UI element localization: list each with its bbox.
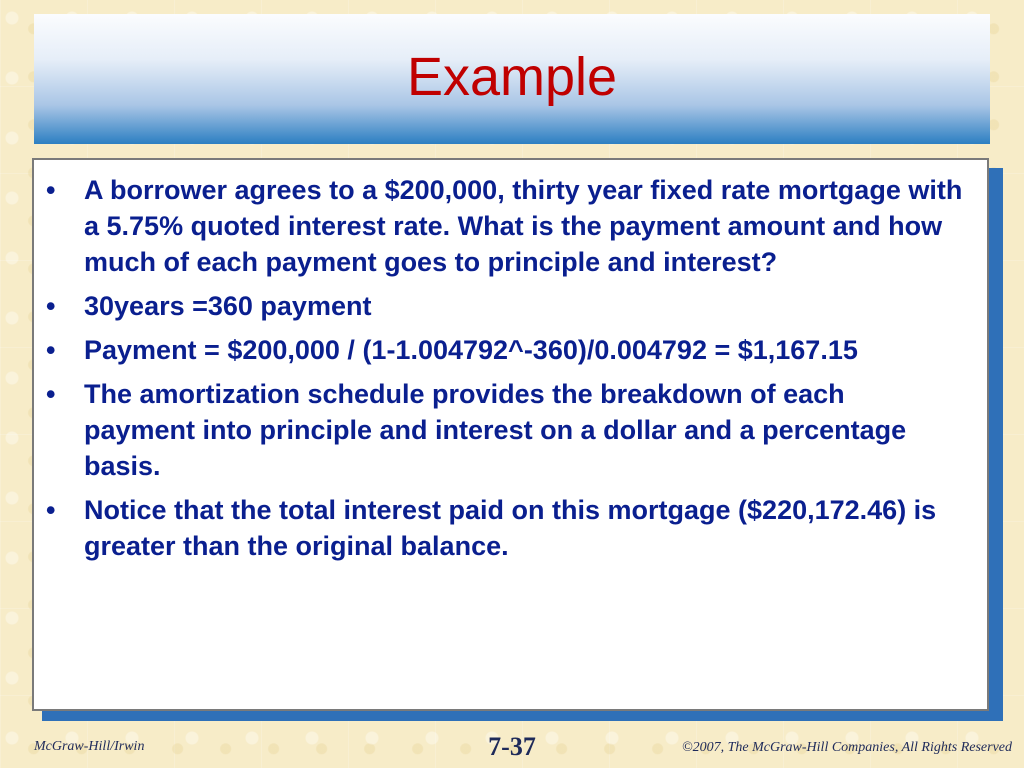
bullet-text: 30years =360 payment bbox=[84, 291, 372, 321]
footer-copyright: ©2007, The McGraw-Hill Companies, All Rights Reserved bbox=[681, 740, 1012, 755]
bullet-item bbox=[34, 288, 963, 324]
bullet-text: The amortization schedule provides the breakdown of each payment into principle and interest on a dollar and a percentage basis. bbox=[84, 379, 907, 481]
content-box bbox=[32, 158, 989, 711]
bullet-icon: • bbox=[46, 175, 56, 205]
bullet-icon: • bbox=[46, 291, 56, 321]
bullet-text: Notice that the total interest paid on this mortgage ($220,172.46) is greater than the original balance. bbox=[84, 495, 937, 561]
footer-page-number: 7-37 bbox=[488, 732, 536, 761]
bullet-icon: • bbox=[46, 335, 56, 365]
bullet-text: A borrower agrees to a $200,000, thirty year fixed rate mortgage with a 5.75% quoted interest rate. What is the payment amount and how much of each payment goes to principle and interest? bbox=[84, 175, 963, 277]
bullet-item bbox=[34, 376, 963, 484]
title-bar bbox=[34, 14, 990, 144]
bullet-item bbox=[34, 172, 963, 280]
slide-title: Example bbox=[406, 47, 618, 107]
bullet-item bbox=[34, 492, 963, 564]
footer-publisher: McGraw-Hill/Irwin bbox=[34, 739, 145, 754]
bullet-icon: • bbox=[46, 495, 56, 525]
bullet-item bbox=[34, 332, 963, 368]
bullet-icon: • bbox=[46, 379, 56, 409]
bullet-list bbox=[34, 160, 987, 564]
bullet-text: Payment = $200,000 / (1-1.004792^-360)/0.004792 = $1,167.15 bbox=[84, 335, 858, 365]
